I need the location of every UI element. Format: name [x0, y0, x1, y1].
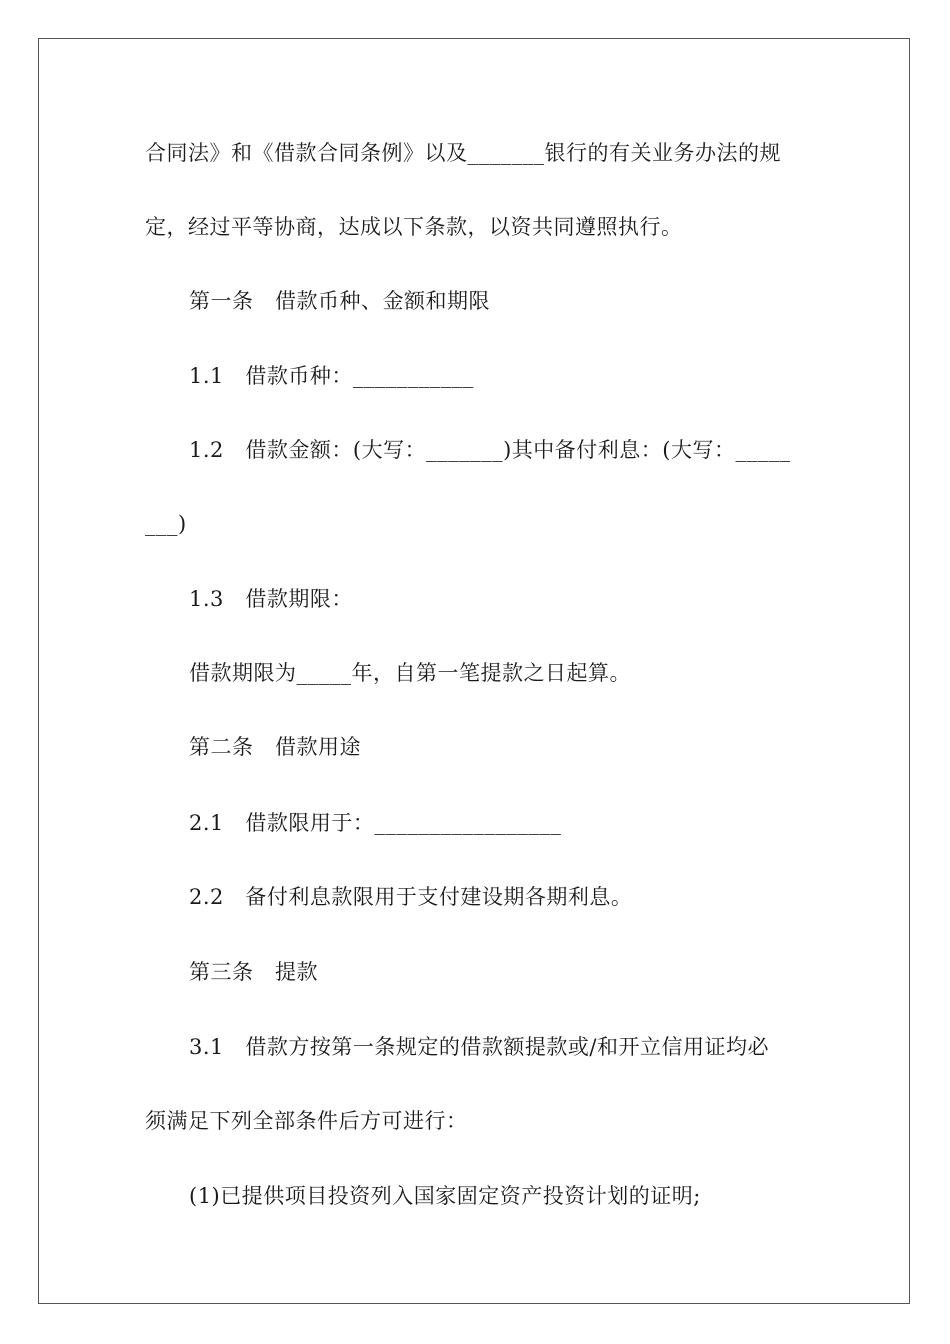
- clause-1-3: 1.3 借款期限：: [189, 587, 353, 611]
- clause-2-2: 2.2 备付利息款限用于支付建设期各期利息。: [189, 885, 633, 909]
- clause-3-1: 3.1 借款方按第一条规定的借款额提款或/和开立信用证均必: [189, 1035, 769, 1059]
- article-1-heading: 第一条 借款币种、金额和期限: [189, 289, 490, 313]
- clause-3-1-continued: 须满足下列全部条件后方可进行：: [145, 1109, 468, 1133]
- text-line-1: 合同法》和《借款合同条例》以及_______银行的有关业务办法的规: [145, 141, 781, 165]
- clause-1-2: 1.2 借款金额：(大写：_______)其中备付利息：(大写：_____: [189, 438, 791, 462]
- text-line-2: 定，经过平等协商，达成以下条款，以资共同遵照执行。: [145, 215, 683, 239]
- clause-1-1: 1.1 借款币种：___________: [189, 364, 474, 388]
- condition-1: (1)已提供项目投资列入国家固定资产投资计划的证明;: [189, 1184, 701, 1208]
- article-2-heading: 第二条 借款用途: [189, 735, 361, 759]
- clause-1-2-continued: ___): [145, 512, 187, 536]
- clause-2-1: 2.1 借款限用于：_________________: [189, 811, 562, 835]
- loan-term-text: 借款期限为_____年，自第一笔提款之日起算。: [189, 661, 631, 685]
- article-3-heading: 第三条 提款: [189, 960, 318, 984]
